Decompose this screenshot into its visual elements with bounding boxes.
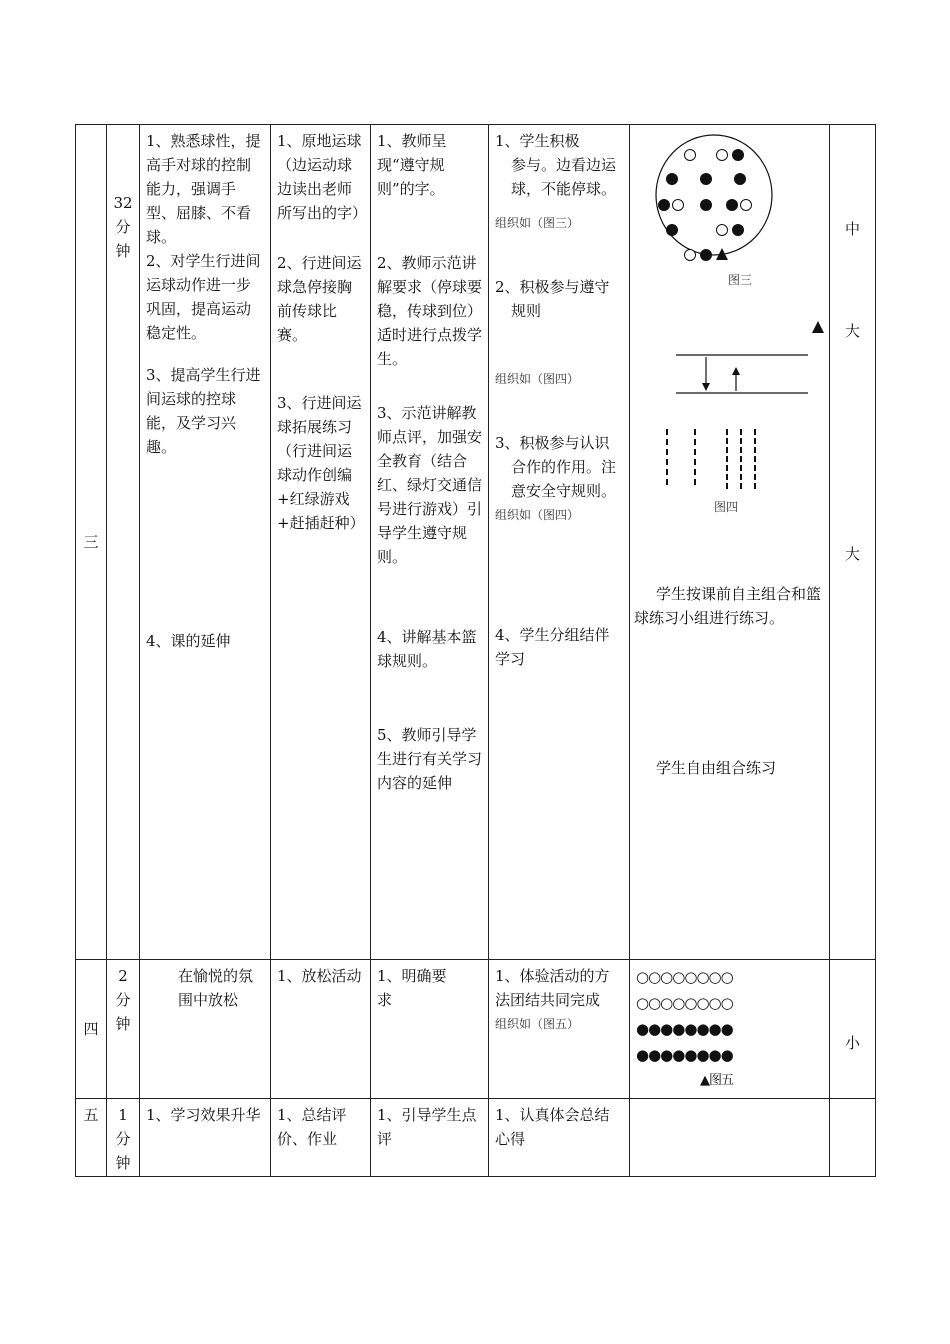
goal-item: 2、对学生行进间运球动作进一步巩固，提高运动稳定性。 [146, 252, 261, 342]
figure-4-diagram [667, 321, 824, 514]
student-item: 1、学生积极 [495, 132, 580, 150]
student-cell [489, 1099, 630, 1177]
player-filled [700, 199, 712, 211]
teacher-item: 1、引导学生点评 [377, 1106, 477, 1148]
intensity-value: 大 [844, 545, 860, 563]
arrow-head [732, 367, 740, 375]
arrow-head [702, 383, 710, 391]
duration-cell [107, 125, 140, 960]
student-cell [489, 125, 630, 960]
player-filled [666, 173, 678, 185]
teacher-item: 5、教师引导学生进行有关学习内容的延伸 [377, 726, 483, 792]
organization-note: 学生自由组合练习 [656, 759, 777, 777]
intensity-cell [830, 960, 876, 1099]
duration-unit-2: 钟 [115, 1015, 131, 1033]
goal-item: 1、学习效果升华 [146, 1106, 261, 1124]
organization-cell [630, 125, 830, 960]
organization-cell [630, 960, 830, 1099]
teacher-triangle [812, 321, 824, 333]
student-item: 1、认真体会总结心得 [495, 1106, 610, 1148]
content-item: 3、行进间运球拓展练习（行进间运球动作创编+红绿游戏+赶插赶种） [277, 394, 365, 532]
organization-diagrams [634, 129, 826, 569]
formation-row-open: ○○○○○○○○ [636, 968, 733, 986]
duration-unit-1: 分 [115, 1130, 131, 1148]
content-item: 1、放松活动 [277, 967, 362, 985]
lesson-plan-table [75, 124, 876, 1177]
org-note: 组织如（图三） [495, 216, 580, 230]
intensity-cell [830, 125, 876, 960]
student-item: 2、积极参与遵守 [495, 278, 610, 296]
duration-unit-1: 分 [115, 218, 131, 236]
content-item: 1、总结评价、作业 [277, 1106, 347, 1148]
section-number [76, 960, 107, 1099]
organization-note: 学生按课前自主组合和篮球练习小组进行练习。 [634, 585, 822, 627]
organization-cell [630, 1099, 830, 1177]
org-note: 组织如（图四） [495, 372, 580, 386]
figure-5-label: ▲图五 [700, 1073, 733, 1088]
player-open [717, 225, 728, 236]
content-item: 2、行进间运球急停接胸前传球比赛。 [277, 254, 362, 344]
goals-cell [140, 960, 271, 1099]
section-number [76, 125, 107, 960]
figure-3-diagram [656, 135, 772, 287]
player-open [685, 250, 696, 261]
section-row-4 [76, 960, 876, 1099]
player-filled [734, 173, 746, 185]
student-item: 参与。边看边运球，不能停球。 [511, 156, 617, 198]
goal-item: 3、提高学生行进间运球的控球能，及学习兴趣。 [146, 366, 261, 456]
content-item: 1、原地运球（边运动球边读出老师所写出的字） [277, 132, 368, 222]
player-filled [732, 224, 744, 236]
student-cell [489, 960, 630, 1099]
student-item: 4、学生分组结伴学习 [495, 626, 610, 668]
teacher-item: 4、讲解基本篮球规则。 [377, 628, 477, 670]
duration-number: 1 [118, 1106, 128, 1124]
content-cell [271, 125, 371, 960]
court-oval [656, 135, 772, 255]
figure-3-label: 图三 [728, 273, 753, 287]
intensity-value: 大 [844, 322, 860, 340]
goals-cell [140, 1099, 271, 1177]
player-filled [726, 199, 738, 211]
teacher-cell [371, 960, 489, 1099]
intensity-value: 小 [844, 1034, 860, 1052]
figure-4-label: 图四 [714, 500, 739, 514]
player-open [673, 200, 684, 211]
teacher-cell [371, 125, 489, 960]
section-row-3 [76, 125, 876, 960]
intensity-value: 中 [844, 220, 860, 238]
org-note: 组织如（图四） [495, 508, 580, 522]
section-number [76, 1099, 107, 1177]
player-filled [700, 173, 712, 185]
duration-unit-2: 钟 [115, 242, 131, 260]
player-filled [666, 224, 678, 236]
student-item: 3、积极参与认识 [495, 434, 610, 452]
goal-item: 在愉悦的氛围中放松 [178, 967, 254, 1009]
formation-row-filled: ●●●●●●●● [636, 1020, 733, 1038]
player-filled [732, 149, 744, 161]
section-id: 三 [83, 533, 99, 551]
duration-number: 32 [113, 194, 133, 212]
section-id: 四 [83, 1020, 99, 1038]
goal-item: 4、课的延伸 [146, 632, 231, 650]
student-item: 规则 [511, 302, 542, 320]
org-note: 组织如（图五） [495, 1017, 580, 1031]
goals-cell [140, 125, 271, 960]
section-row-5 [76, 1099, 876, 1177]
duration-number: 2 [118, 967, 128, 985]
teacher-item: 2、教师示范讲解要求（停球要稳，传球到位）适时进行点拨学生。 [377, 254, 483, 368]
duration-unit-2: 钟 [115, 1154, 131, 1172]
intensity-cell [830, 1099, 876, 1177]
section-id: 五 [83, 1106, 99, 1124]
player-filled [700, 249, 712, 261]
teacher-item: 1、教师呈现“遵守规则”的字。 [377, 132, 447, 198]
content-cell [271, 1099, 371, 1177]
player-filled [658, 199, 670, 211]
duration-unit-1: 分 [115, 991, 131, 1009]
formation-row-open: ○○○○○○○○ [636, 994, 733, 1012]
teacher-cell [371, 1099, 489, 1177]
goal-item: 1、熟悉球性，提高手对球的控制能力，强调手型、屈膝、不看球。 [146, 132, 261, 246]
duration-cell [107, 1099, 140, 1177]
student-item: 1、体验活动的方法团结共同完成 [495, 967, 610, 1009]
student-item: 合作的作用。注意安全守规则。 [511, 458, 617, 500]
teacher-item: 3、示范讲解教师点评，加强安全教育（结合红、绿灯交通信号进行游戏）引导学生遵守规则。 [377, 404, 483, 566]
player-open [685, 150, 696, 161]
player-open [717, 150, 728, 161]
content-cell [271, 960, 371, 1099]
player-open [741, 200, 752, 211]
duration-cell [107, 960, 140, 1099]
teacher-item: 1、明确要求 [377, 967, 447, 1009]
formation-row-filled: ●●●●●●●● [636, 1046, 733, 1064]
